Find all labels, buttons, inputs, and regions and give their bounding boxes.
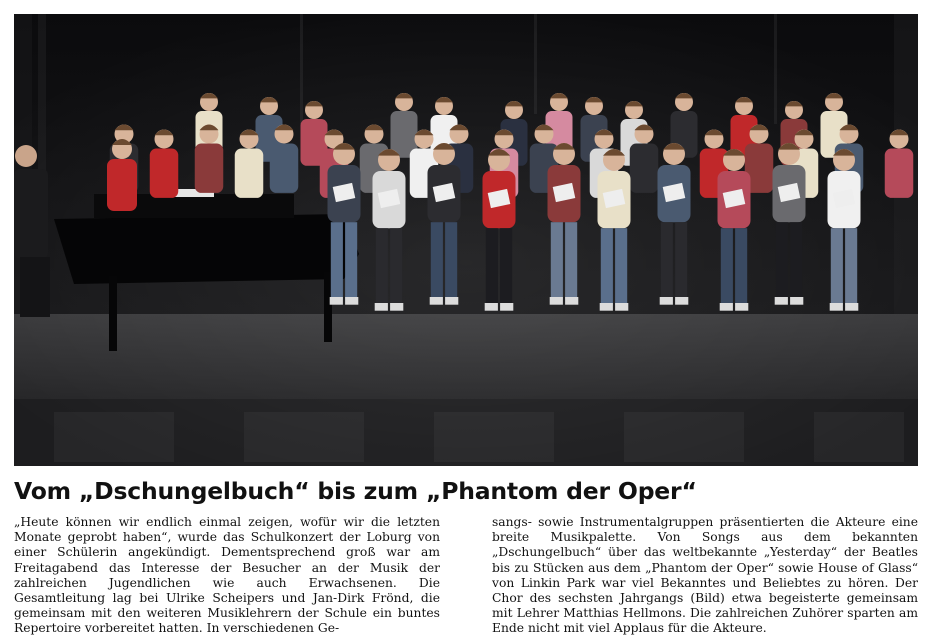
choir-photo — [14, 14, 918, 466]
article-headline: Vom „Dschungelbuch“ bis zum „Phantom der Oper“ — [14, 477, 697, 505]
choir-member-body — [195, 144, 224, 193]
choir-member-body — [107, 159, 137, 211]
article-column-right — [492, 515, 918, 636]
article-paragraph-left: „Heute können wir endlich einmal zeigen, wofür wir die letzten Monate geprobt haben“, wurde das Schulkonzert der Loburg von einer Schülerin angekündigt. Dementsprechend groß war am Freitagabend das Interesse der Besucher an der Musik der zahlreichen Jugendlichen wie auch Erwachsenen. Die Gesamtleitung lag bei Ulrike Scheipers und Jan-Dirk Frönd, die gemeinsam mit den weiteren Musiklehrern der Schule ein buntes Repertoire vorbereitet hatten. In verschiedenen Ge- — [14, 515, 440, 636]
choir-member-body — [630, 144, 659, 193]
choir-member-body — [885, 149, 914, 198]
article-paragraph-right: sangs- sowie Instrumentalgruppen präsentierten die Akteure eine breite Musikpalette. Von Songs aus dem bekannten „Dschungelbuch“ über das weltbekannte „Yesterday“ der Beatles bis zu Stücken aus dem „Phantom der Oper“ sowie House of Glass“ von Linkin Park war viel Bekanntes und Beliebtes zu hören. Der Chor des sechsten Jahrgangs (Bild) etwa begeisterte gemeinsam mit Lehrer Matthias Hellmons. Die zahlreichen Zuhörer sparten am Ende nicht mit viel Applaus für die Akteure. — [492, 515, 918, 636]
article-body — [14, 515, 918, 636]
choir-member-body — [150, 149, 179, 198]
article-column-left — [14, 515, 440, 636]
choir-member-body — [235, 149, 264, 198]
choir-member-body — [270, 144, 299, 193]
